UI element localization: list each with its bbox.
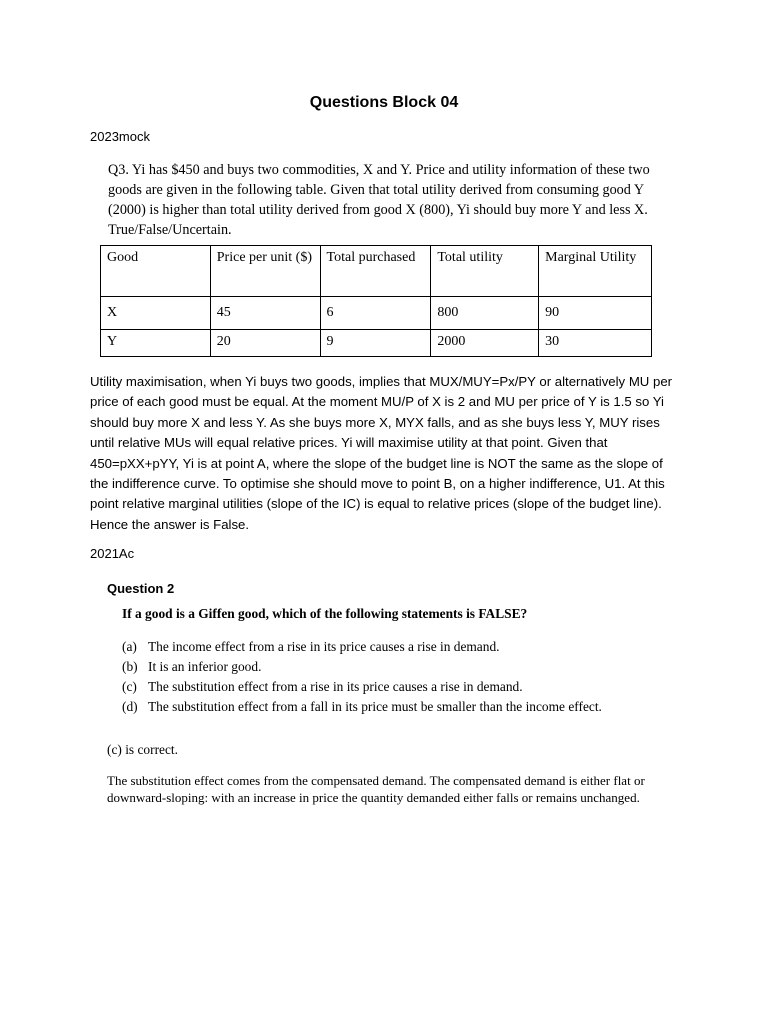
table-cell: X [101, 297, 211, 330]
table-header-cell: Price per unit ($) [210, 246, 320, 297]
table-row [101, 297, 652, 330]
q2-options-list [122, 637, 682, 717]
table-header-cell: Total purchased [320, 246, 431, 297]
q2-stem: If a good is a Giffen good, which of the following statements is FALSE? [122, 606, 528, 621]
q3-question-text: Q3. Yi has $450 and buys two commodities, X and Y. Price and utility information of these two goods are given in the following table. Given that total utility derived from consuming good Y (2000) is higher than total utility derived from good X (800), Yi should buy more Y and less X. True/False/Uncertain. [108, 162, 650, 238]
option-text: The income effect from a rise in its price causes a rise in demand. [148, 639, 500, 654]
option-text: It is an inferior good. [148, 659, 262, 674]
q2-correct-answer: (c) is correct. [107, 742, 179, 757]
section-label-2021ac: 2021Ac [90, 546, 135, 561]
table-cell: 6 [320, 297, 431, 330]
table-cell: 2000 [431, 330, 539, 357]
list-item [122, 637, 682, 657]
option-text: The substitution effect from a fall in its price must be smaller than the income effect. [148, 699, 602, 714]
page-title: Questions Block 04 [309, 94, 459, 111]
table-header-cell: Good [101, 246, 211, 297]
option-label: (b) [122, 659, 138, 674]
table-cell: 9 [320, 330, 431, 357]
option-text: The substitution effect from a rise in its price causes a rise in demand. [148, 679, 523, 694]
option-label: (d) [122, 699, 138, 714]
q3-answer-paragraph: Utility maximisation, when Yi buys two goods, implies that MUX/MUY=Px/PY or alternatively MU per price of each good must be equal. At the moment MU/P of X is 2 and MU per price of Y is 1.5 so Yi should buy more X and less Y. As she buys more X, MYX falls, and as she buys less Y, MUY rises until relative MUs will equal relative prices. Yi will maximise utility at that point. Given that 450=pXX+pYY, Yi is at point A, where the slope of the budget line is NOT the same as the slope of the indifference curve. To optimise she should move to point B, on a higher indifference, U1. At this point relative marginal utilities (slope of the IC) is equal to relative prices (slope of the budget line). Hence the answer is False. [90, 374, 673, 532]
q2-heading: Question 2 [107, 581, 175, 596]
table-row [101, 330, 652, 357]
list-item [122, 677, 682, 697]
option-label: (c) [122, 679, 137, 694]
table-header-cell: Total utility [431, 246, 539, 297]
list-item [122, 657, 682, 677]
section-label-2023mock: 2023mock [90, 129, 150, 144]
table-cell: 30 [539, 330, 652, 357]
option-label: (a) [122, 639, 137, 654]
table-cell: 20 [210, 330, 320, 357]
table-header-row [101, 246, 652, 297]
q2-explanation: The substitution effect comes from the compensated demand. The compensated demand is either flat or downward-sloping: with an increase in price the quantity demanded either falls or remains unchanged. [107, 773, 645, 805]
table-cell: 90 [539, 297, 652, 330]
table-cell: 45 [210, 297, 320, 330]
table-cell: 800 [431, 297, 539, 330]
list-item [122, 697, 682, 717]
table-cell: Y [101, 330, 211, 357]
price-utility-table [100, 245, 652, 357]
table-header-cell: Marginal Utility [539, 246, 652, 297]
